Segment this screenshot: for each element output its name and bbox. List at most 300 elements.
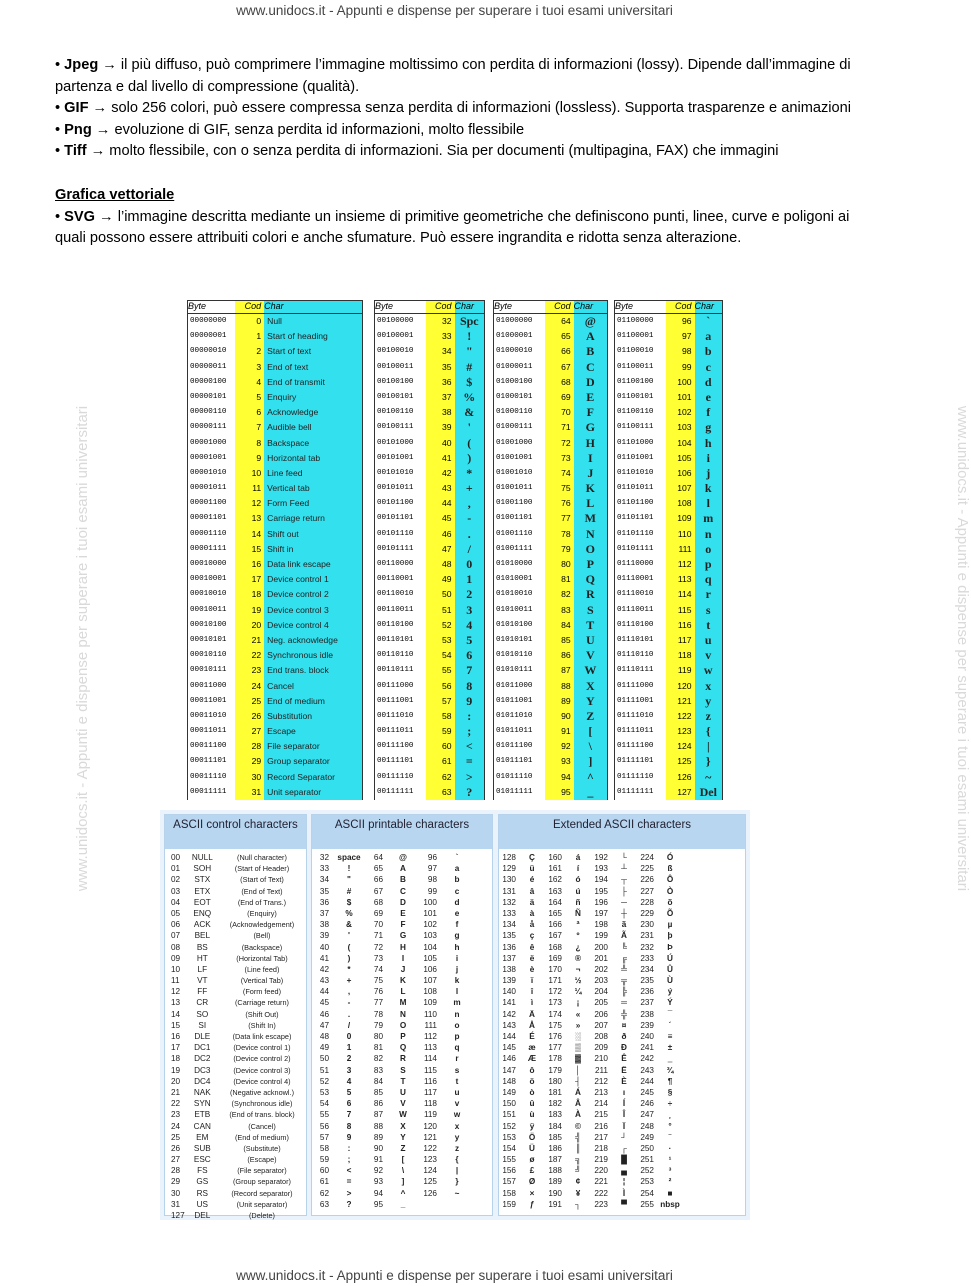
byte-cell: 01010010 bbox=[494, 587, 545, 602]
code-cell: 72 bbox=[373, 942, 383, 952]
code-cell: 230 bbox=[640, 920, 654, 930]
char-cell: D bbox=[574, 375, 607, 390]
char-cell: Á bbox=[575, 1087, 581, 1097]
table-cell-group bbox=[499, 863, 545, 874]
char-cell: Acknowledge bbox=[264, 405, 362, 420]
code-cell: 88 bbox=[373, 1121, 383, 1131]
desc-cell: (Record separator) bbox=[231, 1188, 293, 1198]
table-cell-group bbox=[366, 1143, 420, 1154]
char-cell: ÷ bbox=[667, 1099, 673, 1109]
char-cell: ~ bbox=[454, 1188, 460, 1198]
table-cell-group bbox=[499, 886, 545, 897]
code-cell: 245 bbox=[640, 1087, 654, 1097]
char-cell: Ê bbox=[621, 1054, 627, 1064]
bullet-text: → l’immagine descritta mediante un insieme di primitive geometriche che definiscono punti, linee, curve e poligoni ai quali possono essere attribuiti colori e anche sfumature. Può essere ingrandita e ridotta senza alterazione. bbox=[55, 208, 850, 247]
byte-cell: 01101010 bbox=[615, 466, 666, 481]
char-cell: b bbox=[454, 875, 460, 885]
table-row bbox=[615, 344, 722, 359]
char-cell: Y bbox=[400, 1132, 406, 1142]
char-cell: R bbox=[400, 1054, 406, 1064]
table-cell-group bbox=[637, 908, 683, 919]
char-cell: ( bbox=[455, 436, 484, 451]
char-cell: © bbox=[574, 1121, 582, 1131]
code-cell: 156 bbox=[502, 1166, 516, 1176]
code-cell: 75 bbox=[373, 976, 383, 986]
table-row bbox=[312, 1199, 492, 1210]
table-cell-group bbox=[591, 1098, 637, 1109]
code-cell: 35 bbox=[426, 360, 455, 375]
code-cell: 0 bbox=[235, 314, 264, 329]
table-cell-group bbox=[420, 1042, 474, 1053]
table-cell-group bbox=[366, 897, 420, 908]
char-cell: Z bbox=[574, 709, 607, 724]
code-cell: 62 bbox=[319, 1188, 329, 1198]
code-cell: 218 bbox=[594, 1143, 608, 1153]
code-cell: 80 bbox=[373, 1032, 383, 1041]
table-cell-group bbox=[366, 1065, 420, 1076]
table-cell-group bbox=[637, 1188, 683, 1199]
code-cell: 195 bbox=[594, 886, 608, 896]
table-cell-group bbox=[420, 1065, 474, 1076]
code-cell: 54 bbox=[426, 648, 455, 663]
char-cell: g bbox=[454, 931, 460, 941]
code-cell: 231 bbox=[640, 931, 654, 941]
table-cell-group bbox=[545, 1020, 591, 1031]
byte-cell: 00110111 bbox=[375, 663, 426, 678]
code-cell: 174 bbox=[548, 1009, 562, 1019]
code-cell: 249 bbox=[640, 1132, 654, 1142]
char-cell: 2 bbox=[455, 587, 484, 602]
code-cell: 41 bbox=[426, 451, 455, 466]
code-cell: 49 bbox=[319, 1043, 329, 1053]
panel-header-cell: Cod bbox=[235, 301, 264, 313]
code-cell: 63 bbox=[319, 1199, 329, 1209]
byte-cell: 00011011 bbox=[188, 724, 235, 739]
table-cell-group bbox=[545, 886, 591, 897]
char-cell: ( bbox=[347, 942, 351, 952]
char-cell: File separator bbox=[264, 739, 362, 754]
char-cell: Ô bbox=[666, 875, 674, 885]
char-cell: ~ bbox=[695, 770, 722, 785]
char-cell: [ bbox=[574, 724, 607, 739]
table-cell-group bbox=[591, 1009, 637, 1020]
code-cell: 55 bbox=[426, 663, 455, 678]
code-cell: 137 bbox=[502, 953, 516, 963]
code-cell: 96 bbox=[666, 314, 695, 329]
table-cell-group bbox=[499, 1098, 545, 1109]
char-cell: Æ bbox=[527, 1054, 537, 1064]
table-cell-group bbox=[499, 964, 545, 975]
char-cell: 6 bbox=[346, 1099, 352, 1109]
table-cell-group bbox=[420, 1154, 474, 1165]
table-row bbox=[615, 390, 722, 405]
table-row bbox=[499, 863, 745, 874]
table-cell-group bbox=[545, 1098, 591, 1109]
code-cell: 77 bbox=[545, 511, 574, 526]
table-cell-group bbox=[312, 986, 366, 997]
char-cell: I bbox=[574, 451, 607, 466]
table-row bbox=[615, 496, 722, 511]
table-cell-group bbox=[637, 1020, 683, 1031]
table-cell-group bbox=[312, 930, 366, 941]
code-cell: 59 bbox=[319, 1155, 329, 1165]
code-cell: 107 bbox=[666, 481, 695, 496]
char-cell: ─ bbox=[621, 897, 627, 907]
table-row bbox=[188, 542, 362, 557]
table-cell-group bbox=[420, 997, 474, 1008]
byte-cell: 01101101 bbox=[615, 511, 666, 526]
table-row bbox=[499, 1076, 745, 1087]
code-cell: 213 bbox=[594, 1087, 608, 1097]
code-cell: 200 bbox=[594, 942, 608, 952]
table-cell-group bbox=[499, 1109, 545, 1120]
code-cell: 191 bbox=[548, 1199, 562, 1209]
code-cell: 11 bbox=[235, 481, 264, 496]
char-cell: Å bbox=[529, 1020, 535, 1030]
byte-cell: 00110101 bbox=[375, 633, 426, 648]
table-cell-group bbox=[545, 1087, 591, 1098]
byte-cell: 01010111 bbox=[494, 663, 545, 678]
byte-cell: 01110110 bbox=[615, 648, 666, 663]
char-cell: q bbox=[695, 572, 722, 587]
abbr-cell: ESC bbox=[193, 1155, 211, 1165]
desc-cell: (Cancel) bbox=[248, 1121, 276, 1131]
table-row bbox=[615, 420, 722, 435]
table-row bbox=[165, 908, 306, 919]
byte-cell: 01001110 bbox=[494, 527, 545, 542]
char-cell: ö bbox=[529, 1076, 535, 1086]
table-cell-group bbox=[366, 986, 420, 997]
char-cell: Ú bbox=[667, 953, 673, 963]
table-cell-group bbox=[499, 1188, 545, 1199]
byte-cell: 01111110 bbox=[615, 770, 666, 785]
byte-cell: 01100101 bbox=[615, 390, 666, 405]
table-row bbox=[499, 942, 745, 953]
code-cell: 163 bbox=[548, 886, 562, 896]
char-cell: ı bbox=[622, 1087, 626, 1097]
table-row bbox=[188, 557, 362, 572]
char-cell: ü bbox=[529, 864, 535, 874]
desc-cell: (Line feed) bbox=[244, 964, 280, 974]
table-cell-group bbox=[637, 1065, 683, 1076]
byte-cell: 00001000 bbox=[188, 436, 235, 451]
code-cell: 52 bbox=[426, 618, 455, 633]
char-cell: Start of heading bbox=[264, 329, 362, 344]
code-cell: 00 bbox=[171, 853, 181, 862]
table-cell-group bbox=[366, 1188, 420, 1199]
byte-cell: 00001111 bbox=[188, 542, 235, 557]
char-cell: ` bbox=[695, 314, 722, 329]
code-cell: 13 bbox=[171, 998, 181, 1008]
char-cell: o bbox=[454, 1020, 460, 1030]
code-cell: 212 bbox=[594, 1076, 608, 1086]
code-cell: 239 bbox=[640, 1020, 654, 1030]
table-cell-group bbox=[420, 897, 474, 908]
table-row bbox=[615, 466, 722, 481]
char-cell: ? bbox=[346, 1199, 352, 1209]
char-cell: Y bbox=[574, 694, 607, 709]
table-cell-group bbox=[312, 1165, 366, 1176]
code-cell: 122 bbox=[666, 709, 695, 724]
table-cell-group bbox=[499, 1132, 545, 1143]
code-cell: 55 bbox=[319, 1110, 329, 1120]
byte-cell: 01001000 bbox=[494, 436, 545, 451]
code-cell: 173 bbox=[548, 998, 562, 1008]
byte-cell: 00011010 bbox=[188, 709, 235, 724]
table-row bbox=[165, 997, 306, 1008]
code-cell: 27 bbox=[235, 724, 264, 739]
byte-cell: 01010100 bbox=[494, 618, 545, 633]
code-cell: 12 bbox=[235, 496, 264, 511]
code-cell: 68 bbox=[545, 375, 574, 390]
table-row bbox=[494, 663, 607, 678]
char-cell: ┌ bbox=[621, 1143, 627, 1153]
byte-cell: 01110000 bbox=[615, 557, 666, 572]
table-row bbox=[494, 603, 607, 618]
char-cell: D bbox=[400, 897, 406, 907]
watermark-right: www.unidocs.it - Appunti e dispense per superare i tuoi esami universitari bbox=[954, 405, 971, 892]
char-cell: ¬ bbox=[575, 964, 581, 974]
char-cell: À bbox=[575, 1110, 581, 1120]
table-cell-group bbox=[366, 1053, 420, 1064]
table-cell-group bbox=[591, 930, 637, 941]
abbr-cell: ETB bbox=[194, 1110, 211, 1120]
byte-cell: 01111101 bbox=[615, 754, 666, 769]
table-row bbox=[312, 1065, 492, 1076]
code-cell: 185 bbox=[548, 1132, 562, 1142]
abbr-cell: SI bbox=[198, 1020, 207, 1030]
byte-cell: 00101000 bbox=[375, 436, 426, 451]
code-cell: 70 bbox=[373, 920, 383, 930]
code-cell: 124 bbox=[666, 739, 695, 754]
table-cell-group bbox=[545, 986, 591, 997]
code-cell: 33 bbox=[426, 329, 455, 344]
code-cell: 247 bbox=[640, 1110, 654, 1120]
char-cell: ê bbox=[529, 942, 535, 952]
ascii-panel-0-31 bbox=[187, 300, 363, 800]
abbr-cell: GS bbox=[196, 1177, 209, 1187]
table-row bbox=[375, 739, 484, 754]
table-row bbox=[165, 1132, 306, 1143]
code-cell: 244 bbox=[640, 1076, 654, 1086]
table-cell-group bbox=[420, 964, 474, 975]
table-row bbox=[615, 754, 722, 769]
table-row bbox=[312, 1020, 492, 1031]
panel-header-cell: Char bbox=[264, 301, 362, 313]
table-cell-group bbox=[366, 1132, 420, 1143]
char-cell: Ý bbox=[667, 998, 673, 1008]
char-cell: Ë bbox=[621, 1065, 627, 1075]
code-cell: 94 bbox=[545, 770, 574, 785]
desc-cell: (End of medium) bbox=[235, 1132, 289, 1142]
code-cell: 47 bbox=[426, 542, 455, 557]
code-cell: 157 bbox=[502, 1177, 516, 1187]
table-row bbox=[312, 953, 492, 964]
table-row bbox=[165, 1165, 306, 1176]
code-cell: 188 bbox=[548, 1166, 562, 1176]
bullet-label: Png bbox=[64, 121, 92, 138]
table-row bbox=[165, 1109, 306, 1120]
char-cell: t bbox=[695, 618, 722, 633]
byte-cell: 00110001 bbox=[375, 572, 426, 587]
code-cell: 54 bbox=[319, 1099, 329, 1109]
char-cell: ƒ bbox=[529, 1199, 535, 1209]
byte-cell: 00110011 bbox=[375, 603, 426, 618]
table-cell-group bbox=[637, 886, 683, 897]
byte-cell: 01110001 bbox=[615, 572, 666, 587]
char-cell: / bbox=[347, 1020, 351, 1030]
code-cell: 53 bbox=[319, 1087, 329, 1097]
char-cell: § bbox=[667, 1087, 673, 1097]
desc-cell: (End of trans. block) bbox=[229, 1110, 295, 1120]
table-cell-group bbox=[545, 1132, 591, 1143]
code-cell: 160 bbox=[548, 853, 562, 862]
code-cell: 18 bbox=[171, 1054, 181, 1064]
code-cell: 126 bbox=[423, 1188, 437, 1198]
table-row bbox=[312, 1132, 492, 1143]
char-cell: ' bbox=[348, 931, 350, 941]
byte-cell: 00010000 bbox=[188, 557, 235, 572]
char-cell: È bbox=[621, 1076, 627, 1086]
code-cell: 60 bbox=[426, 739, 455, 754]
char-cell: h bbox=[454, 942, 460, 952]
code-cell: 53 bbox=[426, 633, 455, 648]
ascii-panel-64-95 bbox=[493, 300, 608, 800]
char-cell: End of transmit bbox=[264, 375, 362, 390]
char-cell: Carriage return bbox=[264, 511, 362, 526]
table-cell-group bbox=[366, 964, 420, 975]
char-cell: e bbox=[695, 390, 722, 405]
char-cell: M bbox=[574, 511, 607, 526]
char-cell: 7 bbox=[346, 1110, 352, 1120]
char-cell: ô bbox=[529, 1065, 535, 1075]
code-cell: 161 bbox=[548, 864, 562, 874]
desc-cell: (Null character) bbox=[237, 853, 287, 862]
table-cell-group bbox=[637, 874, 683, 885]
table-cell-group bbox=[499, 1143, 545, 1154]
code-cell: 21 bbox=[235, 633, 264, 648]
char-cell: ñ bbox=[575, 897, 581, 907]
table-row bbox=[165, 1098, 306, 1109]
code-cell: 64 bbox=[373, 853, 383, 862]
char-cell: | bbox=[695, 739, 722, 754]
table-cell-group bbox=[637, 919, 683, 930]
table-cell-group bbox=[591, 1020, 637, 1031]
table-cell-group bbox=[637, 1076, 683, 1087]
byte-cell: 01101000 bbox=[615, 436, 666, 451]
desc-cell: (Negative acknowl.) bbox=[229, 1087, 295, 1097]
table-cell-group bbox=[312, 942, 366, 953]
char-cell: & bbox=[455, 405, 484, 420]
table-cell-group bbox=[312, 1076, 366, 1087]
char-cell: % bbox=[345, 908, 353, 918]
table-cell-group bbox=[499, 1020, 545, 1031]
char-cell: w bbox=[453, 1110, 461, 1120]
byte-cell: 01101110 bbox=[615, 527, 666, 542]
desc-cell: (Shift Out) bbox=[245, 1009, 279, 1019]
byte-cell: 01101111 bbox=[615, 542, 666, 557]
char-cell: ^ bbox=[400, 1188, 406, 1198]
code-cell: 09 bbox=[171, 953, 181, 963]
code-cell: 74 bbox=[545, 466, 574, 481]
code-cell: 61 bbox=[319, 1177, 329, 1187]
table-row bbox=[499, 953, 745, 964]
char-cell: nbsp bbox=[660, 1199, 680, 1209]
char-cell: 8 bbox=[346, 1121, 352, 1131]
table-cell-group bbox=[545, 975, 591, 986]
table-row bbox=[615, 436, 722, 451]
byte-cell: 01111100 bbox=[615, 739, 666, 754]
code-cell: 242 bbox=[640, 1054, 654, 1064]
table-row bbox=[615, 481, 722, 496]
panel-header bbox=[188, 301, 362, 314]
code-cell: 84 bbox=[373, 1076, 383, 1086]
byte-cell: 00100101 bbox=[375, 390, 426, 405]
table-row bbox=[375, 511, 484, 526]
table-row bbox=[494, 679, 607, 694]
char-cell: Shift out bbox=[264, 527, 362, 542]
table-cell-group bbox=[420, 908, 474, 919]
char-cell: ▒ bbox=[575, 1043, 581, 1053]
code-cell: 17 bbox=[171, 1043, 181, 1053]
byte-cell: 01001010 bbox=[494, 466, 545, 481]
char-cell: 9 bbox=[455, 694, 484, 709]
panel-header-cell: Cod bbox=[545, 301, 574, 313]
table-row bbox=[188, 481, 362, 496]
abbr-cell: CR bbox=[196, 998, 209, 1008]
code-cell: 62 bbox=[426, 770, 455, 785]
desc-cell: (Device control 2) bbox=[233, 1054, 291, 1064]
code-cell: 226 bbox=[640, 875, 654, 885]
code-cell: 86 bbox=[545, 648, 574, 663]
table-cell-group bbox=[420, 1087, 474, 1098]
char-cell: n bbox=[695, 527, 722, 542]
code-cell: 85 bbox=[373, 1087, 383, 1097]
code-cell: 40 bbox=[319, 942, 329, 952]
code-cell: 48 bbox=[319, 1032, 329, 1041]
table-cell-group bbox=[545, 1199, 591, 1210]
code-cell: 73 bbox=[545, 451, 574, 466]
char-cell: þ bbox=[667, 931, 673, 941]
table-row bbox=[312, 1009, 492, 1020]
code-cell: 14 bbox=[171, 1009, 181, 1019]
char-cell: 4 bbox=[455, 618, 484, 633]
char-cell: Ì bbox=[622, 1188, 626, 1198]
table-row bbox=[499, 997, 745, 1008]
table-row bbox=[188, 724, 362, 739]
table-cell-group bbox=[637, 930, 683, 941]
byte-cell: 00000100 bbox=[188, 375, 235, 390]
char-cell: V bbox=[400, 1099, 406, 1109]
code-cell: 110 bbox=[666, 527, 695, 542]
char-cell: H bbox=[400, 942, 406, 952]
code-cell: 23 bbox=[171, 1110, 181, 1120]
char-cell: å bbox=[529, 920, 535, 930]
table-row bbox=[165, 1031, 306, 1042]
code-cell: 252 bbox=[640, 1166, 654, 1176]
code-cell: 51 bbox=[319, 1065, 329, 1075]
code-cell: 197 bbox=[594, 908, 608, 918]
byte-cell: 00001001 bbox=[188, 451, 235, 466]
char-cell: y bbox=[695, 694, 722, 709]
byte-cell: 00100100 bbox=[375, 375, 426, 390]
table-row bbox=[494, 496, 607, 511]
char-cell: i bbox=[455, 953, 459, 963]
char-cell: ð bbox=[621, 1032, 627, 1041]
code-cell: 151 bbox=[502, 1110, 516, 1120]
table-cell-group bbox=[545, 1042, 591, 1053]
byte-cell: 00010101 bbox=[188, 633, 235, 648]
